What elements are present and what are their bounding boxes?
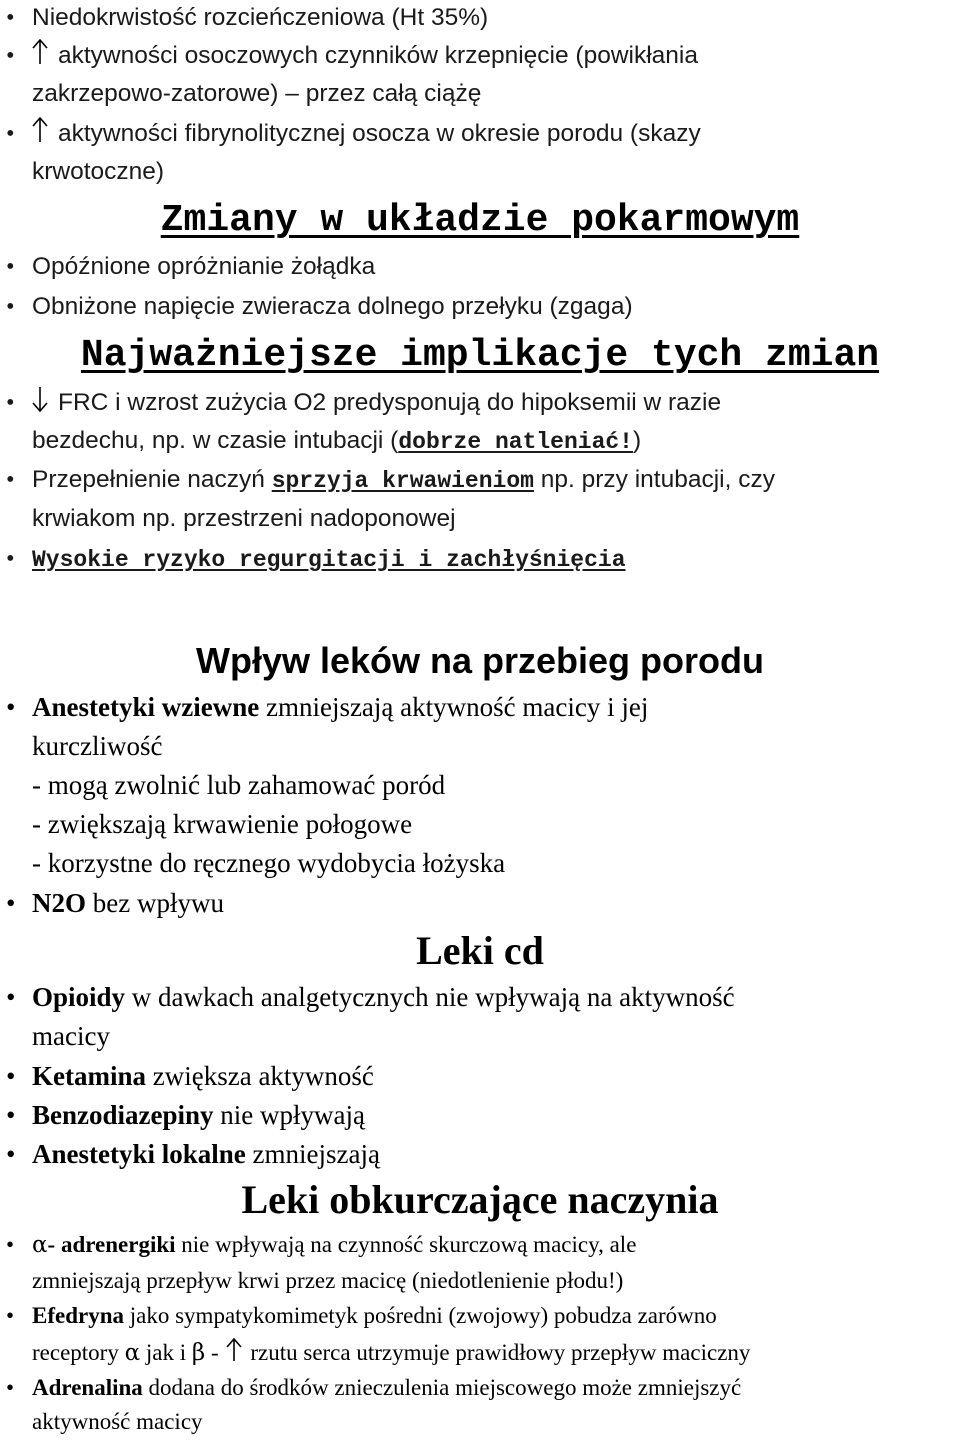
sub-item-slow-labor: - mogą zwolnić lub zahamować poród bbox=[32, 770, 446, 800]
beta-symbol: β bbox=[191, 1340, 206, 1366]
bullet-opioids-cont: macicy bbox=[32, 1021, 110, 1051]
bullet-alpha-adrenergics: • α- adrenergiki nie wpływają na czynność skurczową macicy, ale bbox=[2, 1228, 636, 1262]
bullet-fibrinolysis: • aktywności fibrynolitycznej osocza w okresie porodu (skazy bbox=[2, 115, 701, 153]
bullet-gastric-emptying: • Opóźnione opróżnianie żołądka bbox=[2, 248, 375, 286]
bullet-regurgitation bbox=[2, 540, 626, 579]
oxygenate-emphasis: dobrze natleniać! bbox=[398, 429, 633, 455]
bullet-alpha-adrenergics-cont: zmniejszają przepływ krwi przez macicę (niedotlenienie płodu!) bbox=[32, 1268, 624, 1293]
bullet-frc-cont: bezdechu, np. w czasie intubacji (dobrze natleniać!) bbox=[32, 427, 642, 455]
bullet-fibrinolysis-cont: krwotoczne) bbox=[32, 158, 165, 185]
bullet-coagulation: • aktywności osoczowych czynników krzepnięcie (powikłania bbox=[2, 37, 698, 75]
sub-item-placenta: - korzystne do ręcznego wydobycia łożyska bbox=[32, 848, 506, 878]
bullet-anemia: • Niedokrwistość rozcieńczeniowa (Ht 35%) bbox=[2, 0, 488, 37]
bullet-adrenaline-cont: aktywność macicy bbox=[32, 1409, 203, 1434]
bullet-coagulation-cont: zakrzepowo-zatorowe) – przez całą ciążę bbox=[32, 80, 482, 107]
bullet-ephedrine: • Efedryna jako sympatykomimetyk pośredni (zwojowy) pobudza zarówno bbox=[2, 1299, 717, 1333]
bleeding-emphasis: sprzyja krwawieniom bbox=[271, 468, 534, 494]
bullet-adrenaline: • Adrenalina dodana do środków znieczulenia miejscowego może zmniejszyć bbox=[2, 1371, 741, 1405]
sub-item-bleeding: - zwiększają krwawienie połogowe bbox=[32, 809, 413, 839]
regurgitation-emphasis: Wysokie ryzyko regurgitacji i zachłyśnięcia bbox=[32, 547, 626, 573]
bullet-vessel-congestion-cont: krwiakom np. przestrzeni nadoponowej bbox=[32, 505, 456, 532]
bullet-opioids: • Opioidy w dawkach analgetycznych nie wpływają na aktywność bbox=[2, 978, 735, 1016]
alpha-symbol: α bbox=[124, 1340, 141, 1366]
bullet-inhaled-anesthetics-cont: kurczliwość bbox=[32, 731, 163, 761]
bullet-sphincter: • Obniżone napięcie zwieracza dolnego przełyku (zgaga) bbox=[2, 288, 633, 326]
heading-drugs-cont: Leki cd bbox=[416, 928, 544, 973]
bullet-local-anesthetics: • Anestetyki lokalne zmniejszają bbox=[2, 1135, 380, 1173]
bullet-ephedrine-cont: receptory α jak i β - rzutu serca utrzymuje prawidłowy przepływ maciczny bbox=[32, 1340, 751, 1366]
heading-drug-effects: Wpływ leków na przebieg porodu bbox=[195, 640, 765, 681]
bullet-ketamine: • Ketamina zwiększa aktywność bbox=[2, 1057, 374, 1095]
bullet-benzodiazepines: • Benzodiazepiny nie wpływają bbox=[2, 1096, 365, 1134]
heading-digestive: Zmiany w układzie pokarmowym bbox=[160, 199, 800, 242]
bullet-vessel-congestion: • Przepełnienie naczyń sprzyja krwawieniom np. przy intubacji, czy bbox=[2, 461, 775, 500]
bullet-inhaled-anesthetics: • Anestetyki wziewne zmniejszają aktywność macicy i jej bbox=[2, 688, 648, 726]
heading-implications: Najważniejsze implikacje tych zmian bbox=[80, 334, 880, 377]
alpha-symbol: α bbox=[32, 1232, 48, 1258]
heading-vasoconstrictors: Leki obkurczające naczynia bbox=[241, 1177, 719, 1222]
bullet-n2o: • N2O bez wpływu bbox=[2, 884, 224, 922]
bullet-frc: • FRC i wzrost zużycia O2 predysponują do hipoksemii w razie bbox=[2, 384, 721, 422]
